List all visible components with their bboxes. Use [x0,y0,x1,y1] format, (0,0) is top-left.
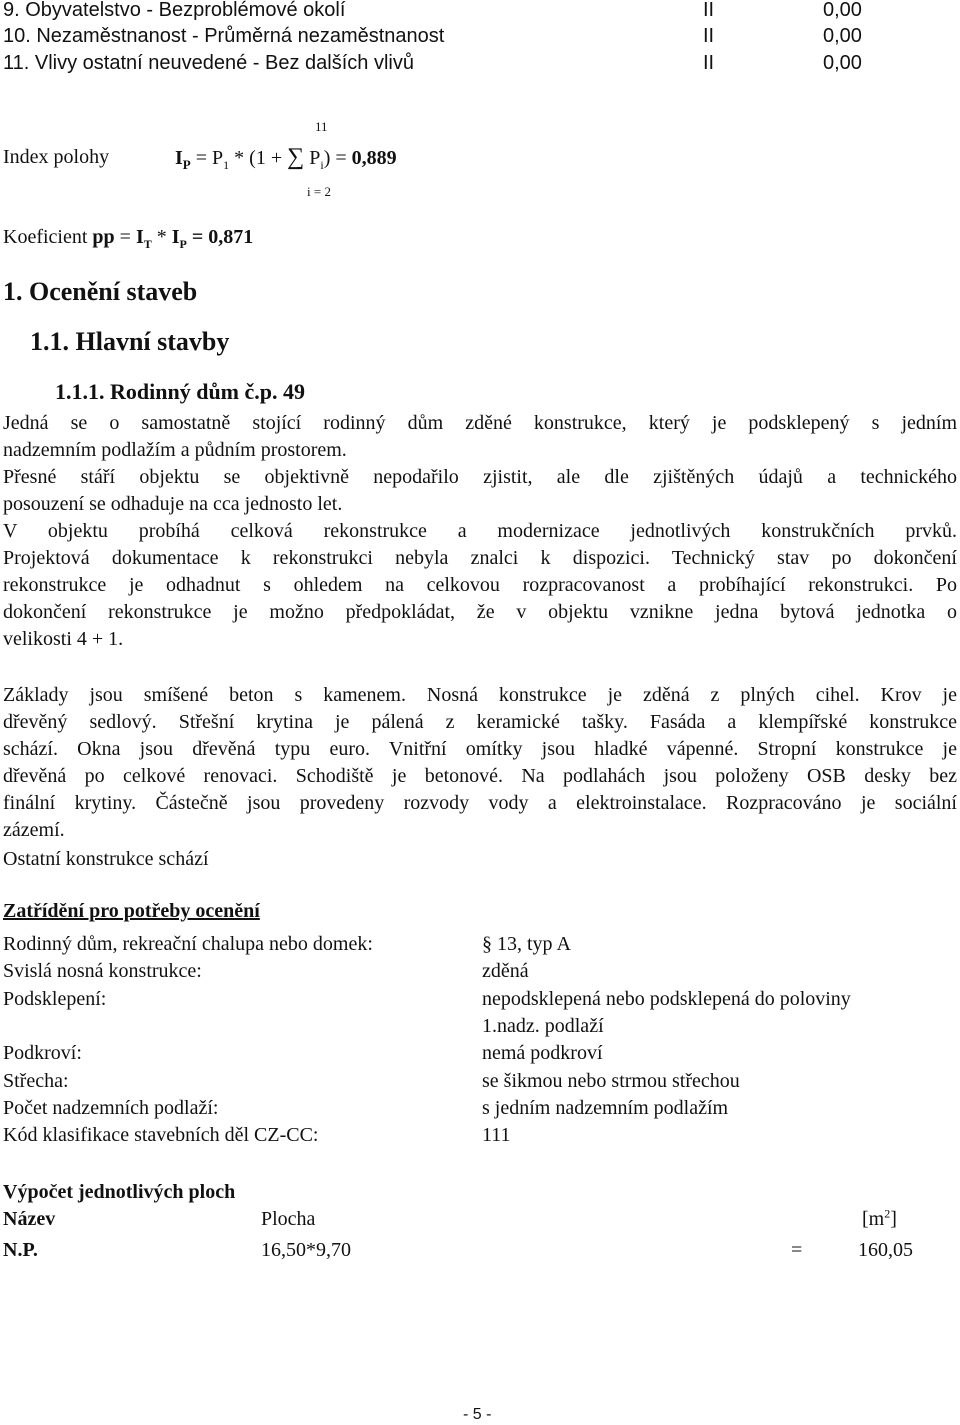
koeficient-result: = 0,871 [191,226,254,248]
description-para-2: Přesné stáří objektu se objektivně nepodařilo zjistit, ale dle zjištěných údajů a technického posouzení se odhaduje na cca jednosto let. [3,466,957,515]
classification-label: Kód klasifikace stavebních děl CZ-CC: [3,1124,319,1146]
heading-level3: 1.1.1. Rodinný dům č.p. 49 [55,379,306,404]
classification-label: Střecha: [3,1070,69,1092]
classification-label: Svislá nosná konstrukce: [3,960,202,982]
heading-level2: 1.1. Hlavní stavby [30,327,230,356]
classification-value: 111 [482,1124,511,1146]
factor-row [3,23,444,50]
classification-value: nemá podkroví [482,1042,603,1064]
area-row-value: 160,05 [858,1239,913,1261]
area-row-name: N.P. [3,1239,38,1261]
factor-label: 9. Obyvatelstvo - Bezproblémové okolí [3,0,346,21]
areas-col-unit: $[m^2]$ [862,1206,897,1230]
index-polohy-formula: $I_P = P_1 * (1$ + ∑ $P_i) = 0,889$ [175,144,397,172]
sum-upper-limit: 11 [315,119,328,134]
factor-value: 0,00 [823,25,862,47]
index-polohy-label: Index polohy [3,146,110,168]
area-row-formula: 16,50*9,70 [261,1239,351,1261]
areas-col-name: Název [3,1208,56,1230]
areas-heading: Výpočet jednotlivých ploch [3,1181,236,1203]
classification-value: 1.nadz. podlaží [482,1015,604,1037]
classification-label: Podsklepení: [3,988,107,1010]
classification-value: zděná [482,960,529,982]
factor-row [3,50,414,77]
areas-col-area: Plocha [261,1208,316,1230]
koeficient-line: Koeficient pp = $I_T * I_P = 0,871$ [3,226,254,251]
factor-class: II [703,25,715,47]
classification-value: § 13, typ A [482,933,571,955]
page-number: - 5 - [463,1406,492,1423]
sum-lower-limit: i = 2 [307,184,331,199]
classification-label: Počet nadzemních podlaží: [3,1097,219,1119]
factor-row [3,0,345,24]
classification-value: s jedním nadzemním podlažím [482,1097,729,1119]
description-para-5: Ostatní konstrukce schází [3,848,209,870]
classification-value: se šikmou nebo strmou střechou [482,1070,740,1092]
factor-value: 0,00 [823,52,862,74]
classification-label: Podkroví: [3,1042,82,1064]
description-para-3: V objektu probíhá celková rekonstrukce a modernizace jednotlivých konstrukčních prvků. Projektová dokumentace k rekonstrukci nebyla znalci k dispozici. Technický stav po dokončení rekonstrukce je odhadnut s ohledem na celkovou rozpracovanost a probíhající rekonstrukci. Po dokončení rekonstrukce je možno předpokládat, že v objektu vznikne jedna bytová jednotka o velikosti 4 + 1. [3,520,957,650]
factor-label: 10. Nezaměstnanost - Průměrná nezaměstnanost [3,25,445,47]
description-para-4: Základy jsou smíšené beton s kamenem. Nosná konstrukce je zděná z plných cihel. Krov je dřevěný sedlový. Střešní krytina je pálená z keramické tašky. Fasáda a klempířské konstrukce schází. Okna jsou dřevěná typu euro. Vnitřní omítky jsou hladké vápenné. Stropní konstrukce je dřevěná po celkové renovaci. Schodiště je betonové. Na podlahách jsou položeny OSB desky bez finální krytiny. Částečně jsou provedeny rozvody vody a elektroinstalace. Rozpracováno je sociální zázemí. [3,684,957,841]
factor-label: 11. Vlivy ostatní neuvedené - Bez dalších vlivů [3,52,414,74]
classification-value: nepodsklepená nebo podsklepená do poloviny [482,988,851,1010]
index-polohy-result: 0,889 [351,147,397,169]
factor-class: II [703,52,715,74]
description-para-1: Jedná se o samostatně stojící rodinný dům zděné konstrukce, který je podsklepený s jedním nadzemním podlažím a půdním prostorem. [3,412,957,461]
classification-heading: Zatřídění pro potřeby ocenění [3,900,260,922]
sum-symbol: ∑ [287,144,305,170]
factor-class: II [703,0,715,21]
classification-label: Rodinný dům, rekreační chalupa nebo domek: [3,933,373,955]
factor-value: 0,00 [823,0,862,21]
heading-level1: 1. Ocenění staveb [3,277,198,306]
area-row-eq: = [791,1239,803,1261]
